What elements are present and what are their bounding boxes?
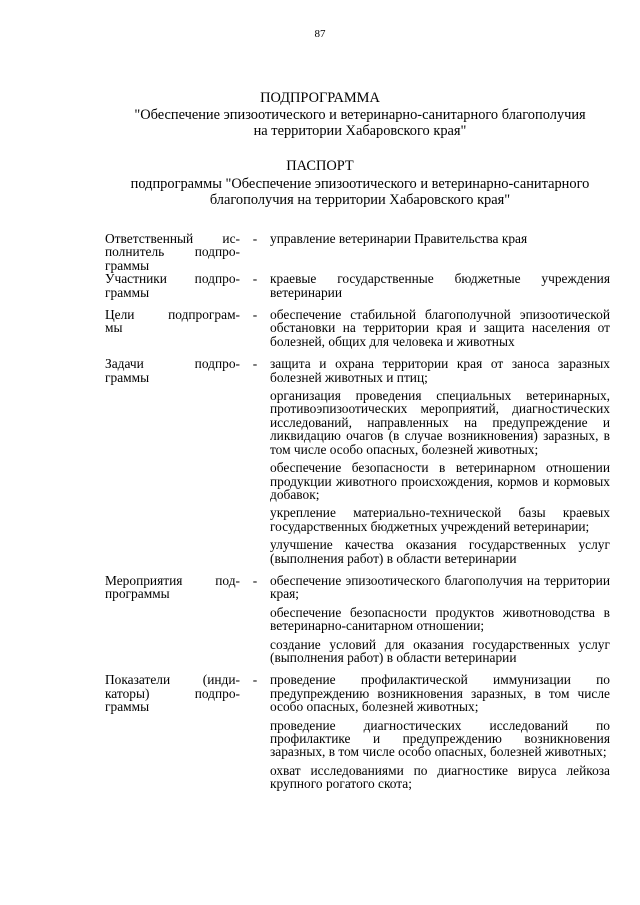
passport-row-dash: - — [252, 271, 258, 287]
passport-row-paragraph: охват исследованиями по диагностике вируса лейкоза крупного рогатого скота; — [270, 762, 610, 792]
passport-row — [105, 308, 610, 357]
passport-row-value — [270, 272, 610, 308]
passport-row-paragraph: проведение диагностических исследований по профилактике и предупреждению возникновения заразных, в том числе особо опасных, болезней животных; — [270, 717, 610, 760]
passport-heading: ПАСПОРТ — [286, 158, 354, 174]
passport-row-label-line: граммы — [105, 369, 150, 385]
passport-row-label — [105, 272, 240, 308]
passport-row-paragraph: управление ветеринарии Правительства края — [270, 231, 528, 246]
passport-row-paragraph: обеспечение эпизоотического благополучия на территории края; — [270, 572, 610, 602]
passport-title — [80, 176, 640, 208]
passport-row-paragraph: обеспечение безопасности продуктов животноводства в ветеринарно-санитарном отношении; — [270, 604, 610, 634]
passport-row-label-line: Цели подпрограм- — [105, 307, 240, 323]
passport-row-label-line: каторы) подпро- — [105, 685, 240, 701]
passport-title-line: подпрограммы "Обеспечение эпизоотического и ветеринарно-санитарного — [130, 176, 590, 192]
passport-row-dash: - — [252, 231, 258, 246]
passport-row-dash: - — [252, 672, 258, 688]
subprogram-title-line: "Обеспечение эпизоотического и ветеринарно-санитарного благополучия — [134, 107, 586, 123]
passport-row-value — [270, 574, 610, 673]
passport-row-paragraph: укрепление материально-технической базы краевых государственных бюджетных учреждений ветеринарии; — [270, 505, 610, 534]
passport-table — [105, 232, 610, 800]
passport-row-paragraph: улучшение качества оказания государственных услуг (выполнения работ) в области ветеринарии — [270, 537, 610, 566]
passport-row-dash: - — [252, 307, 258, 323]
passport-row-label-line: граммы — [105, 257, 150, 273]
passport-row-paragraph: обеспечение стабильной благополучной эпизоотической обстановки на территории края и защита населения от болезней, общих для человека и животных — [270, 307, 610, 349]
passport-row-paragraph: организация проведения специальных ветеринарных, противоэпизоотических мероприятий, диагностических исследований, направленных на предупреждение и ликвидацию очагов (в случае возникновения) заразных, в том числе особо опасных, болезней животных; — [270, 388, 610, 457]
page-number: 87 — [314, 28, 326, 40]
passport-row-dash: - — [252, 356, 258, 372]
passport-row-label-line: Задачи подпро- — [105, 356, 240, 372]
passport-table-body — [105, 232, 610, 800]
passport-row-label-line: мы — [105, 320, 123, 336]
passport-row-dash: - — [252, 572, 258, 588]
passport-row-label-line: программы — [105, 586, 170, 602]
passport-row-label — [105, 232, 240, 272]
subprogram-heading: ПОДПРОГРАММА — [260, 90, 380, 106]
passport-row-label-line: Участники подпро- — [105, 271, 240, 287]
passport-row-label-line: граммы — [105, 699, 150, 715]
passport-row-label — [105, 357, 240, 574]
passport-row-paragraph: защита и охрана территории края от заноса заразных болезней животных и птиц; — [270, 356, 610, 385]
passport-title-line: благополучия на территории Хабаровского края" — [209, 192, 511, 208]
passport-row-label-line: Мероприятия под- — [105, 572, 240, 588]
passport-row-label-line: полнитель подпро- — [105, 244, 240, 260]
passport-row — [105, 357, 610, 574]
passport-row-label — [105, 574, 240, 673]
passport-row — [105, 574, 610, 673]
passport-row-value — [270, 357, 610, 574]
passport-row-label — [105, 673, 240, 799]
passport-row-value — [270, 232, 610, 272]
subprogram-title — [80, 107, 640, 139]
subprogram-title-line: на территории Хабаровского края" — [253, 123, 467, 139]
passport-row-paragraph: обеспечение безопасности в ветеринарном отношении продукции животного происхождения, кормов и кормовых добавок; — [270, 460, 610, 502]
passport-row-paragraph: создание условий для оказания государственных услуг (выполнения работ) в области ветеринарии — [270, 636, 610, 665]
passport-row-label-line: граммы — [105, 284, 150, 300]
passport-row — [105, 673, 610, 799]
passport-row-label — [105, 308, 240, 357]
passport-row-label-line: Показатели (инди- — [105, 672, 240, 688]
passport-row-value — [270, 673, 610, 799]
passport-row-label-line: Ответственный ис- — [105, 231, 240, 246]
passport-row — [105, 232, 610, 272]
passport-row-value — [270, 308, 610, 357]
passport-row-paragraph: краевые государственные бюджетные учреждения ветеринарии — [270, 271, 610, 300]
passport-row — [105, 272, 610, 308]
passport-row-paragraph: проведение профилактической иммунизации по предупреждению возникновения заразных, в том числе особо опасных, болезней животных; — [270, 672, 610, 715]
